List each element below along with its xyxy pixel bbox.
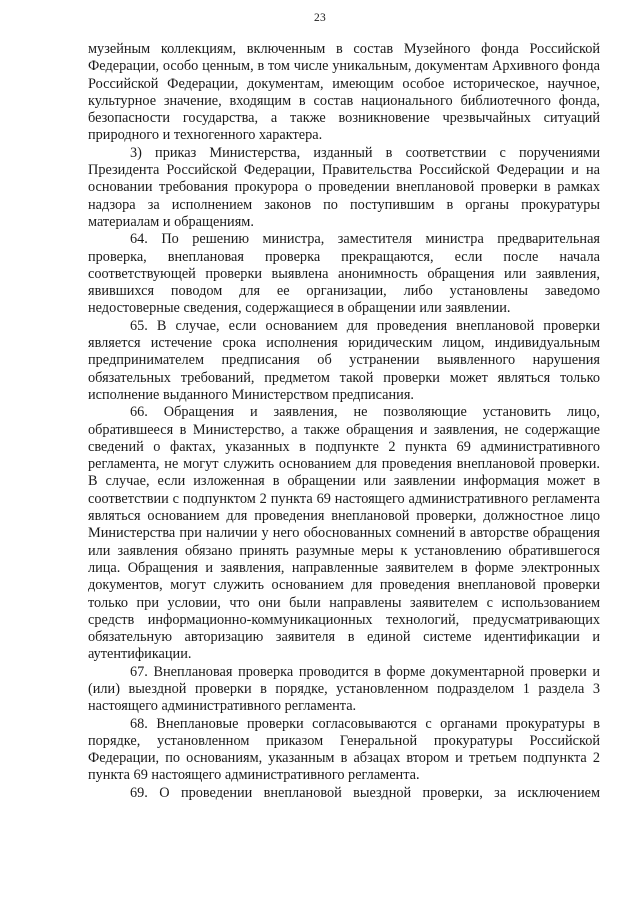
paragraph-66: 66. Обращения и заявления, не позволяющие установить лицо, обратившееся в Министерство, а также обращения и заявления, не содержащие сведений о фактах, указанных в подпункте 2 пункта 69 административного регламента, не могут служить основанием для проведения внеплановой проверки. В случае, если изложенная в обращении или заявлении информация может в соответствии с подпунктом 2 пункта 69 настоящего административного регламента являться основанием для проведения внеплановой проверки, должностное лицо Министерства при наличии у него обоснованных сомнений в авторстве обращения или заявления обязано принять разумные меры к установлению обратившегося лица. Обращения и заявления, направленные заявителем в форме электронных документов, могут служить основанием для проведения внеплановой проверки только при условии, что они были направлены заявителем с использованием средств информационно-коммуникационных технологий, предусматривающих обязательную авторизацию заявителя в единой системе идентификации и аутентификации. xyxy=(88,404,600,663)
paragraph-67: 67. Внеплановая проверка проводится в форме документарной проверки и (или) выездной проверки в порядке, установленном подразделом 1 раздела 3 настоящего административного регламента. xyxy=(88,663,600,715)
paragraph-continuation: музейным коллекциям, включенным в состав Музейного фонда Российской Федерации, особо ценным, в том числе уникальным, документам Архивного фонда Российской Федерации, документам, имеющим особое историческое, научное, культурное значение, входящим в состав национального библиотечного фонда, безопасности государства, а также возникновение чрезвычайных ситуаций природного и техногенного характера. xyxy=(88,41,600,144)
paragraph-69: 69. О проведении внеплановой выездной проверки, за исключением xyxy=(130,784,600,801)
paragraph-65: 65. В случае, если основанием для проведения внеплановой проверки является истечение срока исполнения юридическим лицом, индивидуальным предпринимателем предписания об устранении выявленного нарушения обязательных требований, предметом такой проверки может являться только исполнение выданного Министерством предписания. xyxy=(88,317,600,403)
body-text xyxy=(88,41,600,802)
paragraph-64: 64. По решению министра, заместителя министра предварительная проверка, внеплановая проверка прекращаются, если после начала соответствующей проверки выявлена анонимность обращения или заявления, явившихся поводом для ее организации, либо установлены заведомо недостоверные сведения, содержащиеся в обращении или заявлении. xyxy=(88,231,600,317)
paragraph-68: 68. Внеплановые проверки согласовываются с органами прокуратуры в порядке, установленном приказом Генеральной прокуратуры Российской Федерации, по основаниям, указанным в абзацах втором и третьем подпункта 2 пункта 69 настоящего административного регламента. xyxy=(88,715,600,784)
page-number: 23 xyxy=(313,12,327,24)
paragraph-subitem-3: 3) приказ Министерства, изданный в соответствии с поручениями Президента Российской Федерации, Правительства Российской Федерации и на основании требования прокурора о проведении внеплановой проверки в рамках надзора за исполнением законов по поступившим в органы прокуратуры материалам и обращениям. xyxy=(88,144,600,230)
